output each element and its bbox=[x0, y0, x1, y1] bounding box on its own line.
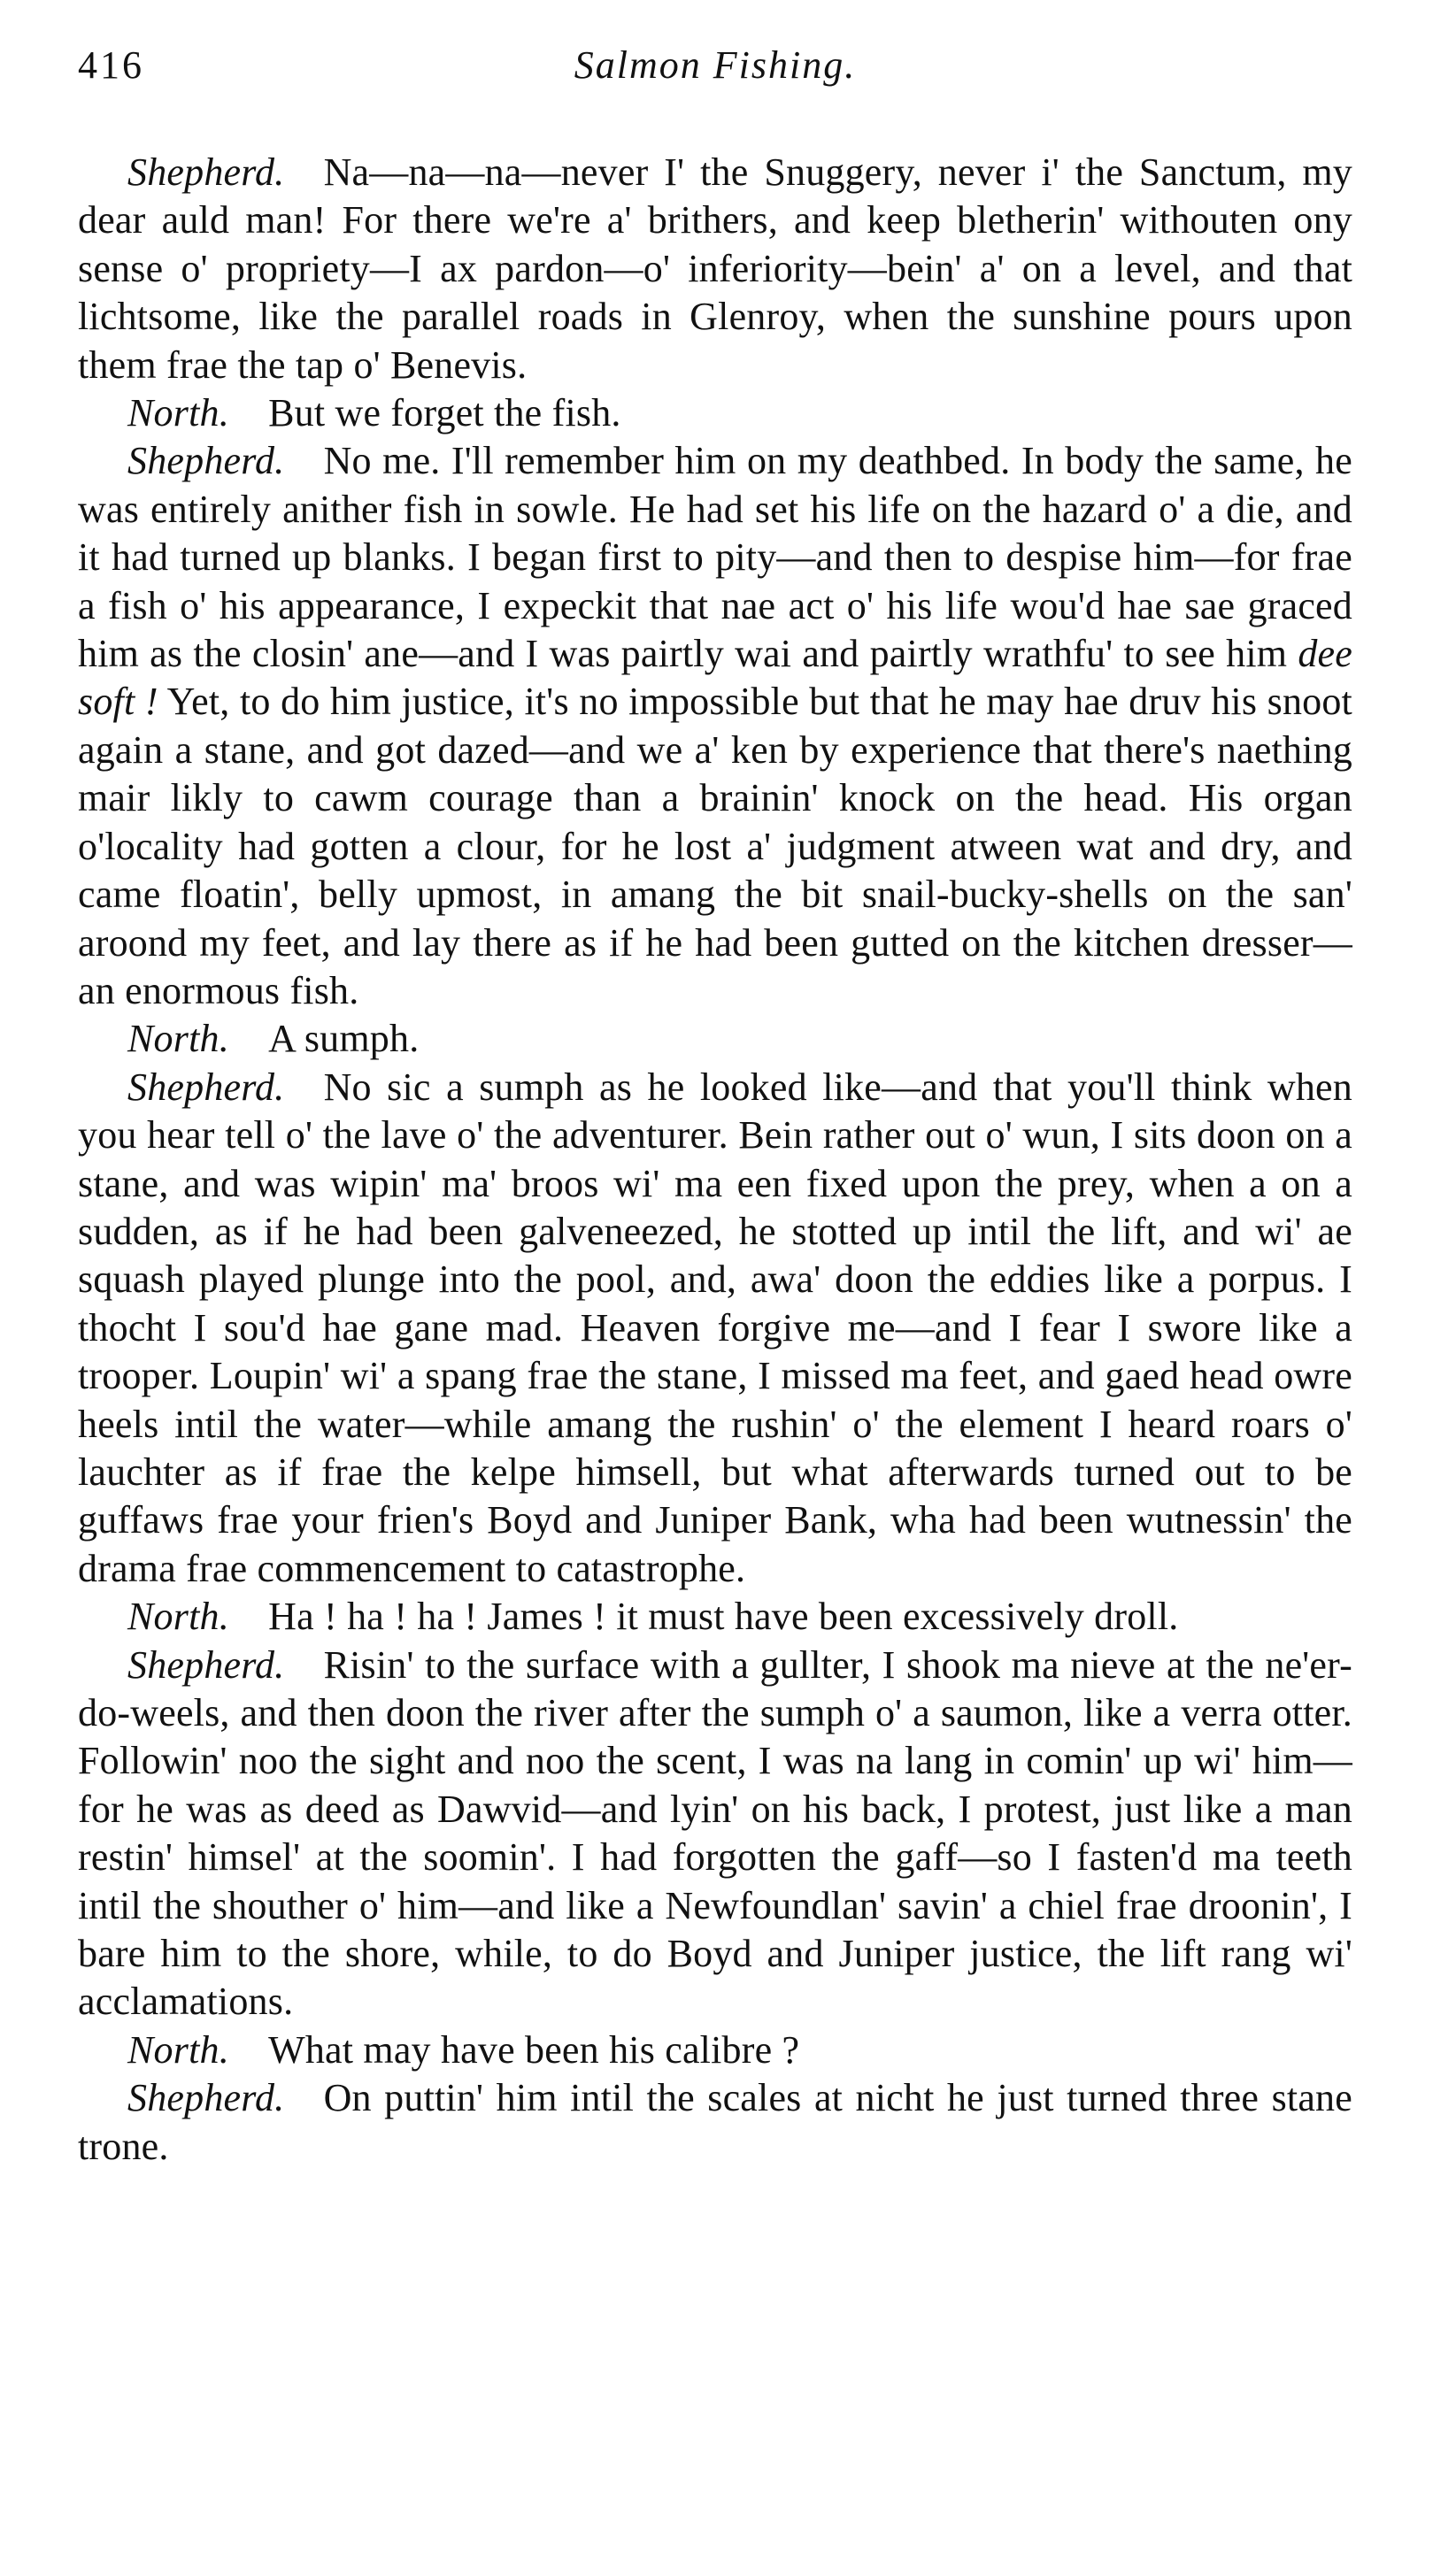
speaker-label: Shepherd. bbox=[127, 150, 285, 194]
speech-text: No me. I'll remember him on my deathbed. In body the same, he was entirely anither fish in sowle. He had set his life on the hazard o' a die, and it had turned up blanks. I began first to pity—and then to despise him—for frae a fish o' his appearance, I expeckit that nae act o' his life wou'd hae sae graced him as the closin' ane—and I was pairtly wai and pairtly wrathfu' to see him bbox=[78, 439, 1352, 676]
speaker-label: Shepherd. bbox=[127, 2076, 285, 2120]
speech-text: What may have been his calibre ? bbox=[268, 2027, 800, 2072]
paragraph-north-3 bbox=[78, 1593, 1352, 1641]
speech-text: Na—na—na—never I' the Snuggery, never i' the Sanctum, my dear auld man! For there we're a' brithers, and keep bletherin' withouten ony sense o' propriety—I ax pardon—o' inferiority—bein' a' on a level, and that lichtsome, like the parallel roads in Glenroy, when the sunshine pours upon them frae the tap o' Benevis. bbox=[78, 150, 1352, 387]
running-head bbox=[78, 42, 1352, 96]
running-title: Salmon Fishing. bbox=[574, 43, 857, 87]
paragraph-north-2 bbox=[78, 1015, 1352, 1063]
speaker-label: Shepherd. bbox=[127, 1065, 285, 1109]
body-text bbox=[78, 149, 1352, 2171]
paragraph-shepherd-3 bbox=[78, 1064, 1352, 1593]
speaker-label: North. bbox=[127, 1595, 229, 1639]
speaker-label: Shepherd. bbox=[127, 439, 285, 483]
paragraph-shepherd-2 bbox=[78, 437, 1352, 1015]
book-page bbox=[78, 42, 1352, 2538]
paragraph-shepherd-4 bbox=[78, 1642, 1352, 2026]
emphasis-text: dee soft ! bbox=[78, 632, 1353, 724]
page-number: 416 bbox=[78, 43, 144, 87]
speech-text: Ha ! ha ! ha ! James ! it must have been excessively droll. bbox=[268, 1595, 1179, 1639]
speech-text: Risin' to the surface with a gullter, I shook ma nieve at the ne'er-do-weels, and then doon the river after the sumph o' a saumon, like a verra otter. Followin' noo the sight and noo the scent, I was na lang in comin' up wi' him—for he was as deed as Dawvid—and lyin' on his back, I protest, just like a man restin' himsel' at the soomin'. I had forgotten the gaff—so I fasten'd ma teeth intil the shouther o' him—and like a Newfoundlan' savin' a chiel frae droonin', I bare him to the shore, while, to do Boyd and Juniper justice, the lift rang wi' acclamations. bbox=[78, 1642, 1352, 2024]
paragraph-shepherd-1 bbox=[78, 149, 1352, 389]
paragraph-north-1 bbox=[78, 389, 1352, 437]
speaker-label: North. bbox=[127, 1017, 229, 1061]
speaker-label: Shepherd. bbox=[127, 1642, 285, 1687]
speaker-label: North. bbox=[127, 2027, 229, 2072]
speech-text: Yet, to do him justice, it's no impossible but that he may hae druv his snoot again a stane, and got dazed—and we a' ken by experience that there's naething mair likly to cawm courage than a brainin' knock on the head. His organ o'locality had gotten a clour, for he lost a' judgment atween wat and dry, and came floatin', belly upmost, in amang the bit snail-bucky-shells on the san' aroond my feet, and lay there as if he had been gutted on the kitchen dresser—an enormous fish. bbox=[78, 680, 1352, 1012]
speaker-label: North. bbox=[127, 391, 229, 435]
paragraph-north-4 bbox=[78, 2026, 1352, 2074]
speech-text: On puttin' him intil the scales at nicht he just turned three stane trone. bbox=[78, 2076, 1352, 2168]
speech-text: No sic a sumph as he looked like—and that you'll think when you hear tell o' the lave o' the adventurer. Bein rather out o' wun, I sits doon on a stane, and was wipin' ma' broos wi' ma een fixed upon the prey, when a on a sudden, as if he had been galveneezed, he stotted up intil the lift, and wi' ae squash played plunge into the pool, and, awa' doon the eddies like a porpus. I thocht I sou'd hae gane mad. Heaven forgive me—and I fear I swore like a trooper. Loupin' wi' a spang frae the stane, I missed ma feet, and gaed head owre heels intil the water—while amang the rushin' o' the element I heard roars o' lauchter as if frae the kelpe himsell, but what afterwards turned out to be guffaws frae your frien's Boyd and Juniper Bank, wha had been wutnessin' the drama frae commencement to catastrophe. bbox=[78, 1065, 1352, 1590]
paragraph-shepherd-5 bbox=[78, 2074, 1352, 2171]
speech-text: A sumph. bbox=[268, 1017, 420, 1061]
speech-text: But we forget the fish. bbox=[268, 391, 621, 435]
